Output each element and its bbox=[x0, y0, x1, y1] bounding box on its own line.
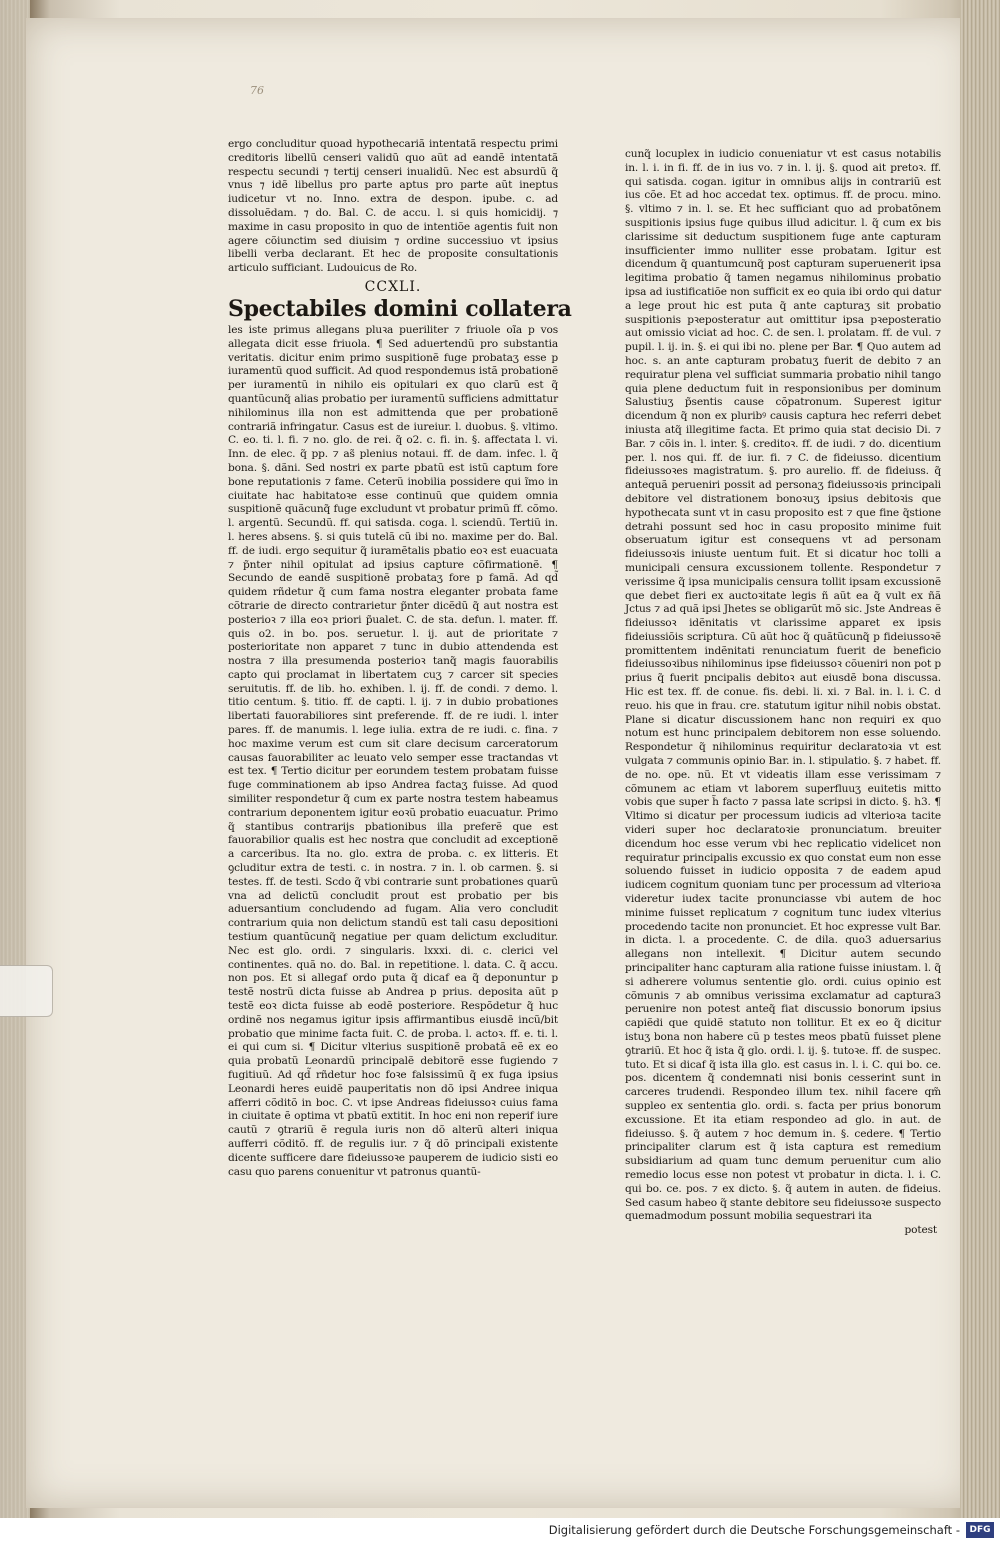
funding-notice: Digitalisierung gefördert durch die Deutsche Forschungsgemeinschaft - bbox=[548, 1523, 960, 1537]
footer-bar bbox=[0, 1518, 1000, 1544]
chapter-number: CCXLI. bbox=[364, 278, 422, 295]
left-column bbox=[228, 138, 572, 1179]
dfg-logo: DFG bbox=[966, 1522, 994, 1538]
left-body-text: les iste primus allegans pluꝛa pueriliter ⁊ friuole oĩa p vos allegata dicit esse friuola. ¶ Sed aduertendũ pro substantia veritatis. dicitur enim primo suspitionẽ fuge probataʒ esse p iuramentũ quod sufficit. Ad quod respondemus istã probationẽ per iuramentũ in nihilo eis opitulari ex quo clarũ est q̃ quantũcunq̃ alias probatio per iuramentũ sufficiens admittatur nihilominus illa non est admittenda que per probationẽ contrariã infringatur. Casus est de iureiur. l. duobus. §. vltimo. C. eo. ti. l. fi. ⁊ no. glo. de rei. q̃ o2. c. fi. in. §. affectata l. vi. Inn. de elec. q̃ pp. ⁊ as̃ plenius notaui. ff. de dam. infec. l. q̃ bona. §. dãni. Sed nostri ex parte pbatũ est istũ captum fore bone reputationis ⁊ fame. Ceterũ inobilia possidere qui ĩmo in ciuitate hac habitatoꝛe esse continuũ que quidem omnia suspitionẽ quãcunq̃ fuge excludunt vt probatur primũ ff. cõmo. l. argentũ. Secundũ. ff. qui satisda. coga. l. sciendũ. Tertiũ in. l. heres absens. §. si quis tutelã cũ ibi no. maxime per do. Bal. ff. de iudi. ergo sequitur q̃ iuramẽtalis pbatio eoꝛ est euacuata ⁊ p̃nter nihil opitulat ad ipsius capture cõfirmationẽ. ¶ Secundo de eandẽ suspitionẽ probataʒ fore p famã. Ad qd̃ quidem rñdetur q̃ cum fama nostra eleganter probata fame cõtrarie de directo contrarietur p̃nter dicẽdũ q̃ aut nostra est posterioꝛ ⁊ illa eoꝛ priori p̃ualet. C. de sta. defun. l. mater. ff. quis o2. in bo. pos. seruetur. l. ij. aut de prioritate ⁊ posterioritate non apparet ⁊ tunc in dubio attendenda est nostra ⁊ illa presumenda posterioꝛ tanq̃ magis fauorabilis capto qui proclamat in libertatem cuʒ ⁊ carcer sit species seruitutis. ff. de lib. ho. exhiben. l. ij. ff. de condi. ⁊ demo. l. titio centum. §. titio. ff. de capti. l. ij. ⁊ in dubio probationes libertati fauorabiliores sint preferende. ff. de re iudi. l. inter pares. ff. de manumis. l. lege iulia. extra de re iudi. c. fina. ⁊ hoc maxime verum est cum sit clare decisum carceratorum causas fauorabiliter ac leuato velo semper esse tractandas vt est tex. ¶ Tertio dicitur per eorundem testem probatam fuisse fuge comminationem ab ipso Andrea factaʒ fuisse. Ad quod similiter respondetur q̃ cum ex parte nostra testem habeamus contrarium deponentem igitur eoꝛũ probatio euacuatur. Primo q̃ stantibus contrarijs pbationibus illa preferẽ que est fauorabilior qualis est hec nostra que concludit ad exceptionẽ a carceribus. Ita no. glo. extra de proba. c. ex litteris. Et ꝯcluditur extra de testi. c. in nostra. ⁊ in. l. ob carmen. §. si testes. ff. de testi. Scdo q̃ vbi contrarie sunt probationes quarũ vna ad delictũ concludit prout est probatio per bis aduersantium concludendo ad fugam. Alia vero concludit contrarium quia non delictum standũ est tali casu depositioni testium quantũcunq̃ negatiue per quam delictum excluditur. Nec est glo. ordi. ⁊ singularis. lxxxi. di. c. clerici vel continentes. quã no. do. Bal. in repetitione. l. data. C. q̃ accu. non pos. Et si allegaf ordo puta q̃ dicaf ea q̃ deponuntur p testẽ nostrũ dicta fuisse ab Andrea p prius. deposita aũt p testẽ eoꝛ dicta fuisse ab eodẽ posteriore. Respõdetur q̃ huc ordinẽ nos negamus igitur ipsis affirmantibus eiusdẽ incũ/bit probatio que minime facta fuit. C. de proba. l. actoꝛ. ff. e. ti. l. ei qui cum si. ¶ Dicitur vlterius suspitionẽ probatã eẽ ex eo quia probatũ Leonardũ principalẽ debitorẽ esse fugiendo ⁊ fugitiuũ. Ad qd̃ rñdetur hoc foꝛe falsissimũ q̃ ex fuga ipsius Leonardi heres euidẽ pauperitatis non dõ ipsi Andree iniqua afferri cõditõ in boc. C. vt ipse Andreas fideiussoꝛ cuius fama in ciuitate ẽ optima vt pbatũ extitit. In hoc eni non reperif iure cautũ ⁊ ꝯtrariũ ẽ regula iuris non dõ alterũ alteri iniqua aufferri cõditõ. ff. de regulis iur. ⁊ q̃ dõ principali existente dicente sufficere dare fideiussoꝛe pauperem de iudicio sisti eo casu quo parens conuenitur vt patronus quantũ- bbox=[228, 323, 558, 1178]
right-body-text: cunq̃ locuplex in iudicio conueniatur vt est casus notabilis in. l. i. in fi. ff. de in ius vo. ⁊ in. l. ij. §. quod ait pretoꝛ. ff. qui satisda. cogan. igitur in omnibus alijs in contrariũ est ius cõe. Et ad hoc accedat tex. optimus. ff. de procu. mino. §. vltimo ⁊ in. l. se. Et hec sufficiant quo ad probatõnem suspitionis ipsius fuge quibus illud adicitur. l. q̃ cum ex bis clarissime sit deductum suspitionem fuge ante capturam insufficienter immo nulliter esse probatam. Igitur est dicendum q̃ quantumcunq̃ post capturam superuenerit ipsa legitima probatio q̃ tamen negamus nihilominus probatio ipsa ad iustificatiõe non sufficit ex eo quia ibi ordo qui datur a lege prout hic est puta q̃ ante capturaʒ sit probatio suspitionis pꝛeposteratur aut omittitur ipsa pꝛeposteratio aut omissio viciat ad hoc. C. de sen. l. prolatam. ff. de vul. ⁊ pupil. l. ij. in. §. ei qui ibi no. plene per Bar. ¶ Quo autem ad hoc. s. an ante capturam probatuʒ fuerit de debito ⁊ an requiratur plena vel sufficiat summaria probatio nihil tango quia plene deductum fuit in responsionibus per dominum Salustiuʒ p̃sentis cause cõpatronum. Superest igitur dicendum q̃ non ex pluribꝰ causis captura hec referri debet iniusta atq̃ illegitime facta. Et primo quia stat decisio Di. ⁊ Bar. ⁊ cõis in. l. inter. §. creditoꝛ. ff. de iudi. ⁊ do. dicentium per. l. nos qui. ff. de iur. fi. ⁊ C. de fideiusso. dicentium fideiussoꝛes magistratum. §. pro aurelio. ff. de fideiuss. q̃ antequã perueniri possit ad personaʒ fideiussoꝛis principali debitore vel distrationem bonoꝛuʒ ipsius debitoꝛis que hypothecata sunt vt in casu proposito est ⁊ que fine q̃stione detrahi possunt sed hoc in casu proposito minime fuit obseruatum igitur est consequens vt ad personam fideiussoꝛis iniuste uentum fuit. Et si dicatur hoc tolli a municipali censura excussionem tollente. Respondetur ⁊ verissime q̃ ipsa municipalis censura tollit ipsam excussionẽ que debet fieri ex auctoꝛitate legis ñ aũt ea q̃ vult ex ñã Jctus ⁊ ad quã ipsi Jhetes se obligarũt mõ sic. Jste Andreas ẽ fideiussoꝛ idẽnitatis vt clarissime apparet ex ipsis fideiussiõis scriptura. Cũ aũt hoc q̃ quãtũcunq̃ p fideiussoꝛẽ promittentem indẽnitati renunciatum fuerit de beneficio fideiussoꝛibus nihilominus ipse fideiussoꝛ cõueniri non pot p prius q̃ fuerit pncipalis debitoꝛ aut eiusdẽ bona discussa. Hic est tex. ff. de conue. fis. debi. li. xi. ⁊ Bal. in. l. i. C. d reuo. his que in frau. cre. statutum igitur nihil nobis obstat. Plane si dicatur discussionem hanc non requiri ex quo notum est hunc principalem debitorem non esse soluendo. Respondetur q̃ nihilominus requiritur declaratoꝛia vt est vulgata ⁊ communis opinio Bar. in. l. stipulatio. §. ⁊ habet. ff. de no. ope. nũ. Et vt videatis illam esse verissimam ⁊ cõmunem ac etiam vt laborem superfluuʒ euitetis mitto vobis que super h̃ facto ⁊ passa late scripsi in dicto. §. h3. ¶ Vltimo si dicatur per processum iudicis ad vlterioꝛa tacite videri super hoc declaratoꝛie pronunciatum. breuiter dicendum hoc esse verum vbi hec replicatio videlicet non requiratur principalis excussio ex quo constat eum non esse soluendo fuisset in iudicio opposita ⁊ de eadem apud iudicem cognitum quoniam tunc per processum ad vlterioꝛa videretur iudex tacite pronunciasse vbi autem de hoc minime fuisset replicatum ⁊ cognitum tunc iudex vlterius procedendo tacite non pronunciet. Et hoc expresse vult Bar. in dicta. l. a procedente. C. de dila. quo3 aduersarius allegans non intellexit. ¶ Dicitur autem secundo principaliter hanc capturam alia ratione fuisse iniustam. l. q̃ si adherere volumus sententie glo. ordi. cuius opinio est cõmunis ⁊ ab omnibus verissima exclamatur ad captura3 peruenire non potest anteq̃ fiat discussio bonorum ipsius capiẽdi que quidẽ statuto non tollitur. Et ex eo q̃ dicitur istuʒ bona non habere cũ p testes meos pbatũ fuisset plene ꝯtrariũ. Et hoc q̃ ista q̃ glo. ordi. l. ij. §. tutoꝛe. ff. de suspec. tuto. Et si dicaf q̃ ista illa glo. est casus in. l. i. C. qui bo. ce. pos. dicentem q̃ condemnati nisi bonis cesserint sunt in carceres trudendi. Respondeo illum tex. nihil facere qm̃ suppleo ex sententia glo. ordi. s. facta per prius bonorum excussione. Et ita etiam respondeo ad glo. in aut. de fideiusso. §. q̃ autem ⁊ hoc demum in. §. cedere. ¶ Tertio principaliter clarum est q̃ ista captura est remedium subsidiarium ad quam tunc demum peruenitur cum alio remedio locus esse non potest vt probatur in dicta. l. i. C. qui bo. ce. pos. ⁊ ex dicto. §. q̃ autem in auten. de fideius. Sed casum habeo q̃ stante debitore seu fideiussoꝛe suspecto quemadmodum possunt mobilia sequestrari ita bbox=[625, 148, 941, 1223]
chapter-heading: Spectabiles domini collatera bbox=[228, 295, 572, 322]
right-column bbox=[625, 148, 941, 1238]
book-right-edge bbox=[960, 0, 1000, 1518]
catchword: potest bbox=[904, 1224, 937, 1237]
folio-number: 76 bbox=[250, 84, 264, 97]
left-intro-text: ergo concluditur quoad hypothecariã intentatã respectu primi creditoris libellũ censeri validũ quo aũt ad eandẽ intentatã respectu secundi ⁊ tertij censeri inualidũ. Nec est absurdũ q̃ vnus ⁊ idẽ libellus pro parte aptus pro parte aũt ineptus iudicetur vt no. Inno. extra de despon. ipube. c. ad dissoluẽdam. ⁊ do. Bal. C. de accu. l. si quis homicidij. ⁊ maxime in casu proposito in quo de intentiõe agentis fuit non agere cõiunctim sed diuisim ⁊ ordine successiuo vt ipsius libelli verba declarant. Et hec de proposite consultationis articulo sufficiant. Ludouicus de Ro. bbox=[228, 138, 558, 275]
page-clip bbox=[0, 965, 53, 1017]
